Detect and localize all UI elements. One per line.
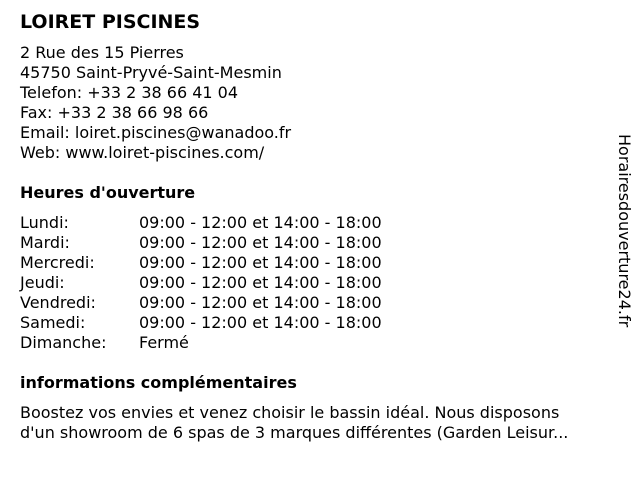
fax-number: Fax: +33 2 38 66 98 66 [20, 103, 209, 122]
hours-row-saturday [20, 313, 620, 333]
hours-time: 09:00 - 12:00 et 14:00 - 18:00 [139, 273, 382, 292]
hours-day: Vendredi: [20, 293, 96, 312]
info-description [20, 403, 620, 443]
hours-time: 09:00 - 12:00 et 14:00 - 18:00 [139, 313, 382, 332]
hours-time: 09:00 - 12:00 et 14:00 - 18:00 [139, 293, 382, 312]
hours-heading: Heures d'ouverture [20, 183, 196, 202]
phone-number: Telefon: +33 2 38 66 41 04 [20, 83, 239, 102]
hours-time: Fermé [139, 333, 189, 352]
hours-day: Jeudi: [20, 273, 65, 292]
hours-row-monday [20, 213, 620, 233]
hours-row-thursday [20, 273, 620, 293]
watermark-text: Horairesdouverture24.fr [615, 134, 634, 328]
hours-day: Dimanche: [20, 333, 107, 352]
hours-table [20, 213, 620, 353]
info-heading: informations complémentaires [20, 373, 297, 392]
hours-time: 09:00 - 12:00 et 14:00 - 18:00 [139, 213, 382, 232]
address-city: 45750 Saint-Pryvé-Saint-Mesmin [20, 63, 282, 82]
email-address: Email: loiret.piscines@wanadoo.fr [20, 123, 292, 142]
website-address: Web: www.loiret-piscines.com/ [20, 143, 265, 162]
contact-block [20, 43, 620, 163]
hours-day: Mercredi: [20, 253, 95, 272]
address-street: 2 Rue des 15 Pierres [20, 43, 184, 62]
hours-day: Lundi: [20, 213, 69, 232]
hours-time: 09:00 - 12:00 et 14:00 - 18:00 [139, 253, 382, 272]
info-line: d'un showroom de 6 spas de 3 marques différentes (Garden Leisur... [20, 423, 569, 442]
hours-day: Samedi: [20, 313, 86, 332]
info-line: Boostez vos envies et venez choisir le bassin idéal. Nous disposons [20, 403, 560, 422]
hours-row-tuesday [20, 233, 620, 253]
hours-day: Mardi: [20, 233, 70, 252]
business-card [20, 10, 620, 442]
business-name: LOIRET PISCINES [20, 11, 201, 33]
hours-row-sunday [20, 333, 620, 353]
hours-row-wednesday [20, 253, 620, 273]
hours-row-friday [20, 293, 620, 313]
hours-time: 09:00 - 12:00 et 14:00 - 18:00 [139, 233, 382, 252]
